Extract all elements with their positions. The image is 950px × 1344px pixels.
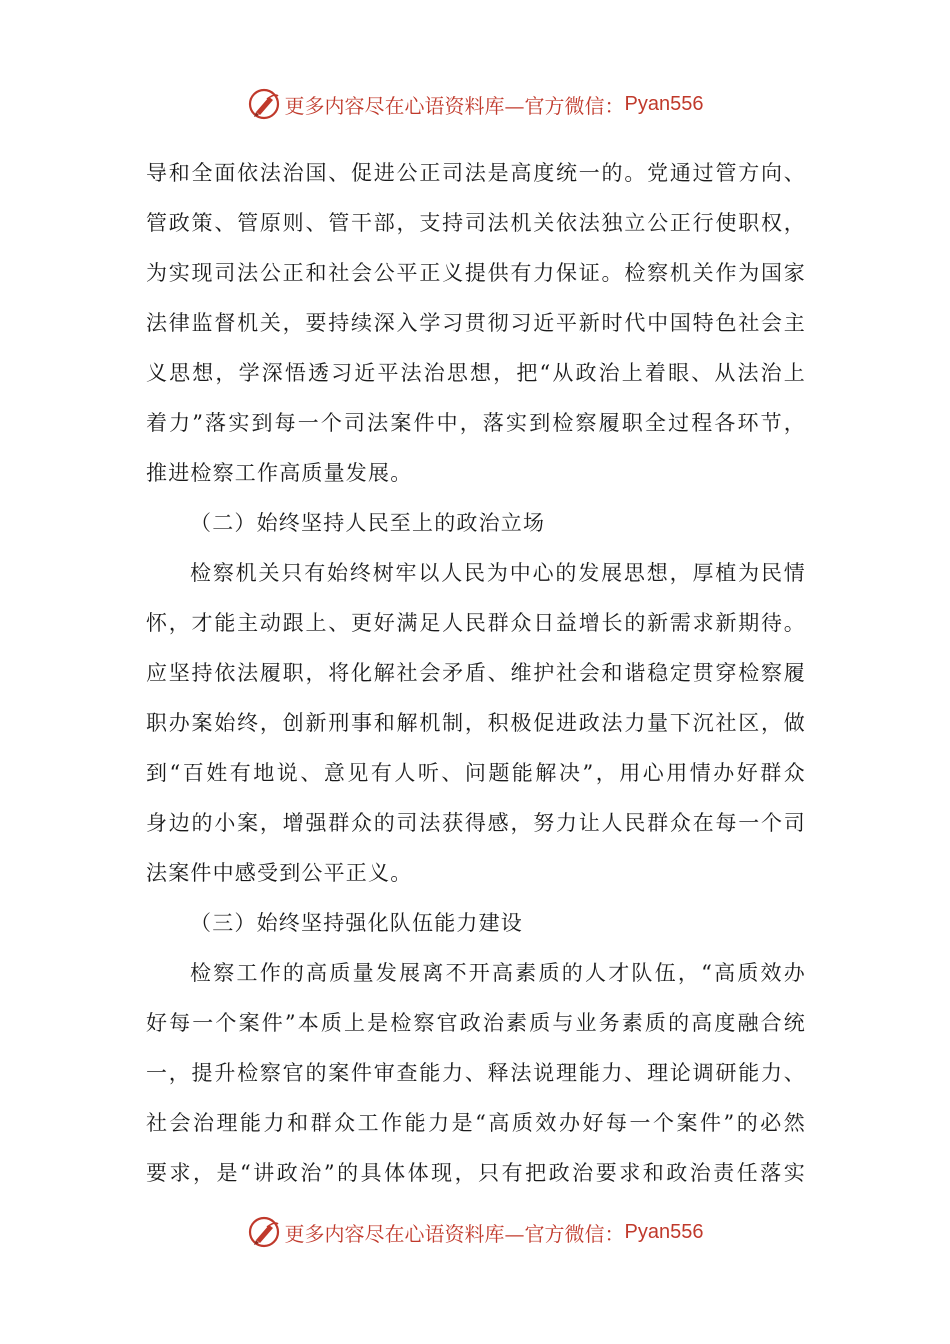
pen-logo-icon xyxy=(247,87,281,121)
paragraph-line: 身边的小案，增强群众的司法获得感，努力让人民群众在每一个司 xyxy=(146,811,806,835)
paragraph-line: 管政策、管原则、管干部，支持司法机关依法独立公正行使职权， xyxy=(146,211,806,235)
section-heading: （三）始终坚持强化队伍能力建设 xyxy=(190,911,523,935)
footer-banner xyxy=(0,1212,950,1252)
header-banner xyxy=(0,84,950,124)
paragraph-line: 义思想，学深悟透习近平法治思想，把“从政治上着眼、从法治上 xyxy=(146,361,806,385)
paragraph-line: 法案件中感受到公平正义。 xyxy=(146,861,413,885)
banner-main-text: 更多内容尽在心语资料库— xyxy=(284,93,525,118)
document-body xyxy=(146,148,806,1198)
pen-logo-icon xyxy=(247,1215,281,1249)
banner-wechat-id: Pyan556 xyxy=(624,92,704,115)
paragraph-line: 为实现司法公正和社会公平正义提供有力保证。检察机关作为国家 xyxy=(146,261,806,285)
paragraph-line: 应坚持依法履职，将化解社会矛盾、维护社会和谐稳定贯穿检察履 xyxy=(146,661,806,685)
paragraph-line: 检察工作的高质量发展离不开高素质的人才队伍，“高质效办 xyxy=(190,961,806,985)
section-heading: （二）始终坚持人民至上的政治立场 xyxy=(190,511,546,535)
paragraph-line: 法律监督机关，要持续深入学习贯彻习近平新时代中国特色社会主 xyxy=(146,311,806,335)
paragraph-line: 推进检察工作高质量发展。 xyxy=(146,461,413,485)
paragraph-line: 一，提升检察官的案件审查能力、释法说理能力、理论调研能力、 xyxy=(146,1061,806,1085)
banner-wechat-id: Pyan556 xyxy=(624,1220,704,1243)
paragraph-line: 职办案始终，创新刑事和解机制，积极促进政法力量下沉社区，做 xyxy=(146,711,806,735)
banner-wechat-label: 官方微信： xyxy=(524,93,625,118)
paragraph-line: 导和全面依法治国、促进公正司法是高度统一的。党通过管方向、 xyxy=(146,161,806,185)
paragraph-line: 到“百姓有地说、意见有人听、问题能解决”，用心用情办好群众 xyxy=(146,761,806,785)
banner-wechat-label: 官方微信： xyxy=(524,1221,625,1246)
banner-main-text: 更多内容尽在心语资料库— xyxy=(284,1221,525,1246)
paragraph-line: 要求，是“讲政治”的具体体现，只有把政治要求和政治责任落实 xyxy=(146,1161,806,1185)
paragraph-line: 社会治理能力和群众工作能力是“高质效办好每一个案件”的必然 xyxy=(146,1111,806,1135)
paragraph-line: 检察机关只有始终树牢以人民为中心的发展思想，厚植为民情 xyxy=(190,561,806,585)
paragraph-line: 好每一个案件”本质上是检察官政治素质与业务素质的高度融合统 xyxy=(146,1011,806,1035)
paragraph-line: 怀，才能主动跟上、更好满足人民群众日益增长的新需求新期待。 xyxy=(146,611,806,635)
paragraph-line: 着力”落实到每一个司法案件中，落实到检察履职全过程各环节， xyxy=(146,411,806,435)
